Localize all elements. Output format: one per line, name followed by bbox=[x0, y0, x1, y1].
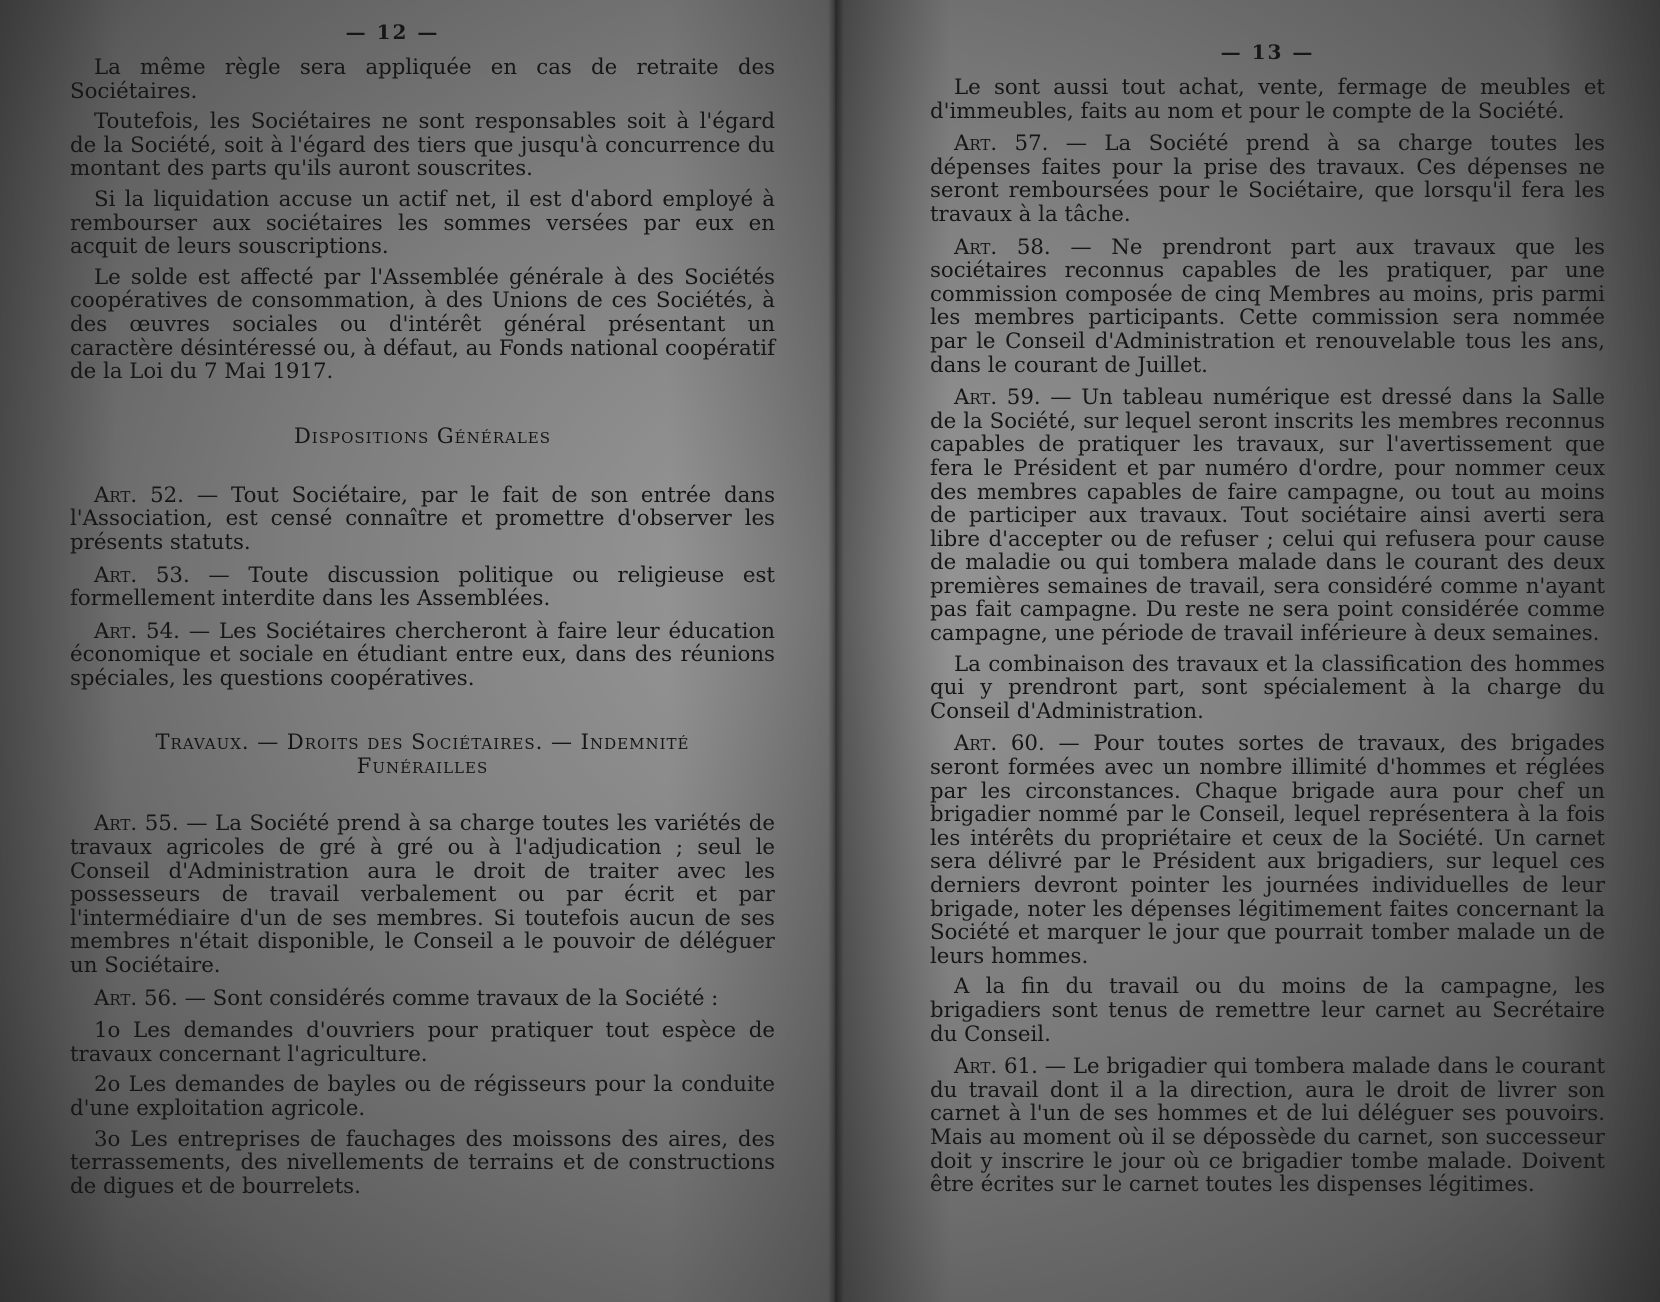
paragraph: Le sont aussi tout achat, vente, fermage de meubles et d'immeubles, faits au nom et pour le compte de la Société. bbox=[930, 75, 1605, 124]
page-number-left: — 12 — bbox=[345, 20, 440, 44]
article-label: Art. 59. bbox=[954, 385, 1041, 411]
article-text: — Sont considérés comme travaux de la Société : bbox=[177, 985, 719, 1011]
article-text: — Pour toutes sortes de travaux, des brigades seront formées avec un nombre illimité d'hommes et réglées par les circonstances. Chaque brigade aura pour chef un brigadier nommé par le Conseil, lequel représentera à la fois les intérêts du propriétaire et ceux de la Société. Un carnet sera délivré par le Président aux brigadiers, sur lequel ces derniers devront pointer les journées individuelles de leur brigade, noter les dépenses légitimement faites concernant la Société et marquer le jour que pourrait tomber malade un de leurs hommes. bbox=[930, 731, 1605, 969]
article-label: Art. 54. bbox=[94, 618, 180, 644]
article-label: Art. 61. bbox=[954, 1054, 1038, 1080]
article-59 bbox=[930, 386, 1605, 646]
paragraph: Le solde est affecté par l'Assemblée générale à des Sociétés coopératives de consommation, à des Unions de ces Sociétés, à des œuvres sociales ou d'intérêt général présentant un caractère désintéressé ou, à défaut, au Fonds national coopératif de la Loi du 7 Mai 1917. bbox=[70, 264, 775, 385]
article-text: — La Société prend à sa charge toutes les variétés de travaux agricoles de gré à gré ou à l'adjudication ; seul le Conseil d'Administration aura le droit de traiter avec les possesseurs de travail verbalement ou par écrit et par l'intermédiaire d'un de ses membres. Si toutefois aucun de ses membres n'était disponible, le Conseil a le pouvoir de déléguer un Sociétaire. bbox=[70, 811, 776, 979]
article-55 bbox=[70, 812, 775, 977]
article-57 bbox=[930, 132, 1605, 226]
section-heading-travaux: Travaux. — Droits des Sociétaires. — Indemnité Funérailles bbox=[155, 730, 690, 779]
section-heading-dispositions: Dispositions Générales bbox=[293, 423, 552, 448]
list-item: 3o Les entreprises de fauchages des moissons des aires, des terrassements, des nivellements de terrains et de constructions de digues et de bourrelets. bbox=[70, 1126, 775, 1199]
article-58 bbox=[930, 236, 1605, 378]
article-53 bbox=[70, 564, 775, 611]
article-61 bbox=[930, 1055, 1605, 1197]
article-text: — Toute discussion politique ou religieuse est formellement interdite dans les Assemblées. bbox=[70, 562, 775, 612]
article-60 bbox=[930, 732, 1605, 968]
article-text: — Ne prendront part aux travaux que les sociétaires reconnus capables de les pratiquer, par une commission composée de cinq Membres au moins, pris parmi les membres participants. Cette commission sera nommée par le Conseil d'Administration et renouvelable tous les ans, dans le courant de Juillet. bbox=[930, 234, 1605, 378]
article-text: — La Société prend à sa charge toutes les dépenses faites pour la prise des travaux. Ces dépenses ne seront remboursées pour le Sociétaire, que lorsqu'il fera les travaux à la tâche. bbox=[930, 131, 1605, 227]
paragraph: Toutefois, les Sociétaires ne sont responsables soit à l'égard de la Société, soit à l'égard des tiers que jusqu'à concurrence du montant des parts qu'ils auront souscrites. bbox=[70, 109, 775, 182]
article-label: Art. 60. bbox=[954, 731, 1045, 757]
article-label: Art. 55. bbox=[94, 811, 179, 837]
book-gutter bbox=[828, 0, 844, 1302]
article-text: — Les Sociétaires chercheront à faire leur éducation économique et sociale en étudiant entre eux, dans des réunions spéciales, les questions coopératives. bbox=[70, 618, 776, 691]
article-54 bbox=[70, 620, 775, 691]
article-52 bbox=[70, 484, 775, 555]
article-label: Art. 57. bbox=[954, 131, 1049, 157]
list-item: 2o Les demandes de bayles ou de régisseurs pour la conduite d'une exploitation agricole. bbox=[70, 1072, 775, 1121]
article-label: Art. 56. bbox=[94, 985, 178, 1011]
paragraph: Si la liquidation accuse un actif net, il est d'abord employé à rembourser aux sociétaires les sommes versées par eux en acquit de leurs souscriptions. bbox=[70, 186, 775, 260]
article-56 bbox=[70, 987, 775, 1011]
paragraph: A la fin du travail ou du moins de la campagne, les brigadiers sont tenus de remettre leur carnet au Secrétaire du Conseil. bbox=[930, 974, 1605, 1047]
paragraph: La même règle sera appliquée en cas de retraite des Sociétaires. bbox=[70, 55, 775, 104]
right-page bbox=[835, 0, 1660, 1302]
article-label: Art. 53. bbox=[94, 562, 190, 588]
paragraph: La combinaison des travaux et la classification des hommes qui y prendront part, sont spécialement à la charge du Conseil d'Administration. bbox=[930, 651, 1605, 724]
article-label: Art. 52. bbox=[94, 482, 184, 508]
list-item: 1o Les demandes d'ouvriers pour pratiquer tout espèce de travaux concernant l'agriculture. bbox=[70, 1018, 775, 1067]
article-text: — Le brigadier qui tombera malade dans le courant du travail dont il a la direction, aura le droit de livrer son carnet à l'un de ses hommes et de lui déléguer ses pouvoirs. Mais au moment où il se dépossède du carnet, son successeur doit y inscrire le jour où ce brigadier tombe malade. Doivent être écrites sur le carnet toutes les dispenses légitimes. bbox=[930, 1054, 1605, 1198]
article-label: Art. 58. bbox=[954, 234, 1051, 260]
article-text: — Un tableau numérique est dressé dans la Salle de la Société, sur lequel seront inscrits les membres reconnus capables de pratiquer les travaux, sur l'avertissement que fera le Président et par numéro d'ordre, pour nommer ceux des membres capables de faire campagne, ou tout au moins de participer aux travaux. Tout sociétaire ainsi averti sera libre d'accepter ou de refuser ; celui qui refusera pour cause de maladie ou qui tombera malade dans le courant des deux premières semaines de travail, sera considéré comme n'ayant pas fait campagne. Du reste ne sera point considérée comme campagne, une période de travail inférieure à deux semaines. bbox=[930, 385, 1605, 647]
page-number-right: — 13 — bbox=[1220, 40, 1315, 64]
article-text: — Tout Sociétaire, par le fait de son entrée dans l'Association, est censé connaître et promettre d'observer les présents statuts. bbox=[70, 482, 775, 555]
